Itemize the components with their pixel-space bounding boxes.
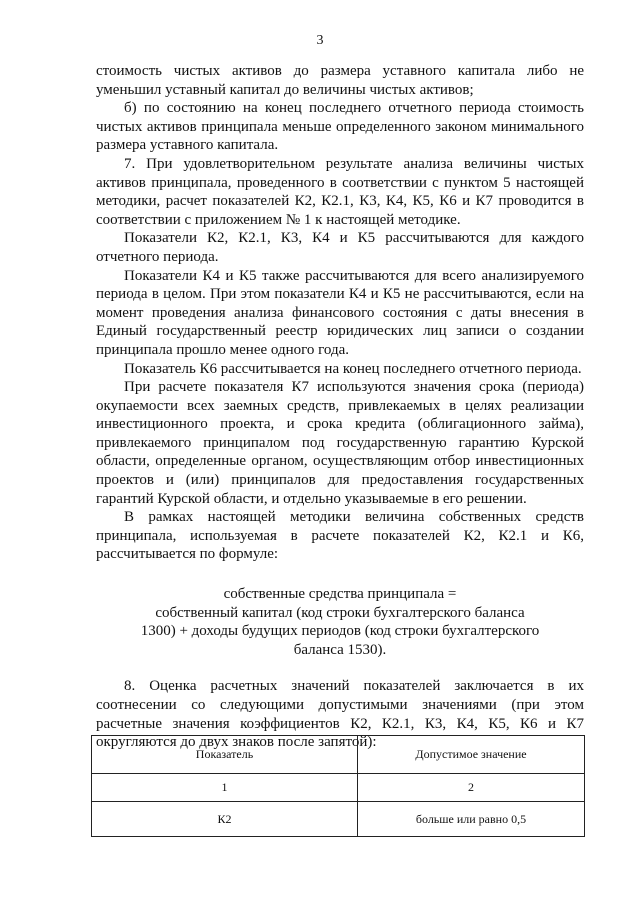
values-table <box>91 735 585 837</box>
formula-line: 1300) + доходы будущих периодов (код строки бухгалтерского <box>140 623 540 640</box>
formula-line: собственные средства принципала = <box>223 586 457 603</box>
table-cell: больше или равно 0,5 <box>358 802 585 837</box>
spacer <box>96 659 584 677</box>
formula-line: баланса 1530). <box>293 641 387 658</box>
table-cell: 1 <box>92 774 358 802</box>
page-number: 3 <box>316 33 324 48</box>
formula-block <box>96 585 584 659</box>
table-number-row <box>92 774 585 802</box>
document-body <box>96 62 584 752</box>
table-row <box>92 802 585 837</box>
table-cell: К2 <box>92 802 358 837</box>
paragraph: 7. При удовлетворительном результате анализа величины чистых активов принципала, проведенного в соответствии с пунктом 5 настоящей методики, расчет показателей К2, К2.1, К3, К4, К5, К6 и К7 проводится в соответствии с приложением № 1 к настоящей методике. <box>96 155 584 228</box>
table-header-cell: Показатель <box>92 736 358 774</box>
formula-line: собственный капитал (код строки бухгалтерского баланса <box>155 604 525 621</box>
table-header-row <box>92 736 585 774</box>
paragraph: В рамках настоящей методики величина собственных средств принципала, используемая в расчете показателей К2, К2.1 и К6, рассчитывается по формуле: <box>96 509 584 563</box>
paragraph: стоимость чистых активов до размера уставного капитала либо не уменьшил уставный капитал до величины чистых активов; <box>96 63 584 98</box>
paragraph: б) по состоянию на конец последнего отчетного периода стоимость чистых активов принципала меньше определенного законом минимального размера уставного капитала. <box>96 100 584 154</box>
paragraph: Показатели К4 и К5 также рассчитываются для всего анализируемого периода в целом. При этом показатели К4 и К5 не рассчитываются, если на момент проведения анализа финансового состояния с даты внесения в Единый государственный реестр юридических лиц записи о создании принципала прошло менее одного года. <box>96 267 584 358</box>
paragraph: При расчете показателя К7 используются значения срока (периода) окупаемости всех заемных средств, привлекаемых в целях реализации инвестиционного проекта, и срока кредита (облигационного займа), привлекаемого принципалом под государственную гарантию Курской области, определенные органом, осуществляющим отбор инвестиционных проектов и (или) принципалов для предоставления государственных гарантий Курской области, и отдельно указываемые в его решении. <box>96 379 584 507</box>
paragraph: 8. Оценка расчетных значений показателей заключается в их соотнесении со следующими допустимыми значениями (при этом расчетные значения коэффициентов К2, К2.1, К3, К4, К5, К6 и К7 округляются до двух знаков после запятой): <box>96 678 584 751</box>
paragraph: Показатели К2, К2.1, К3, К4 и К5 рассчитываются для каждого отчетного периода. <box>96 230 584 265</box>
table-cell: 2 <box>358 774 585 802</box>
table-header-cell: Допустимое значение <box>358 736 585 774</box>
paragraph: Показатель К6 рассчитывается на конец последнего отчетного периода. <box>124 360 582 377</box>
